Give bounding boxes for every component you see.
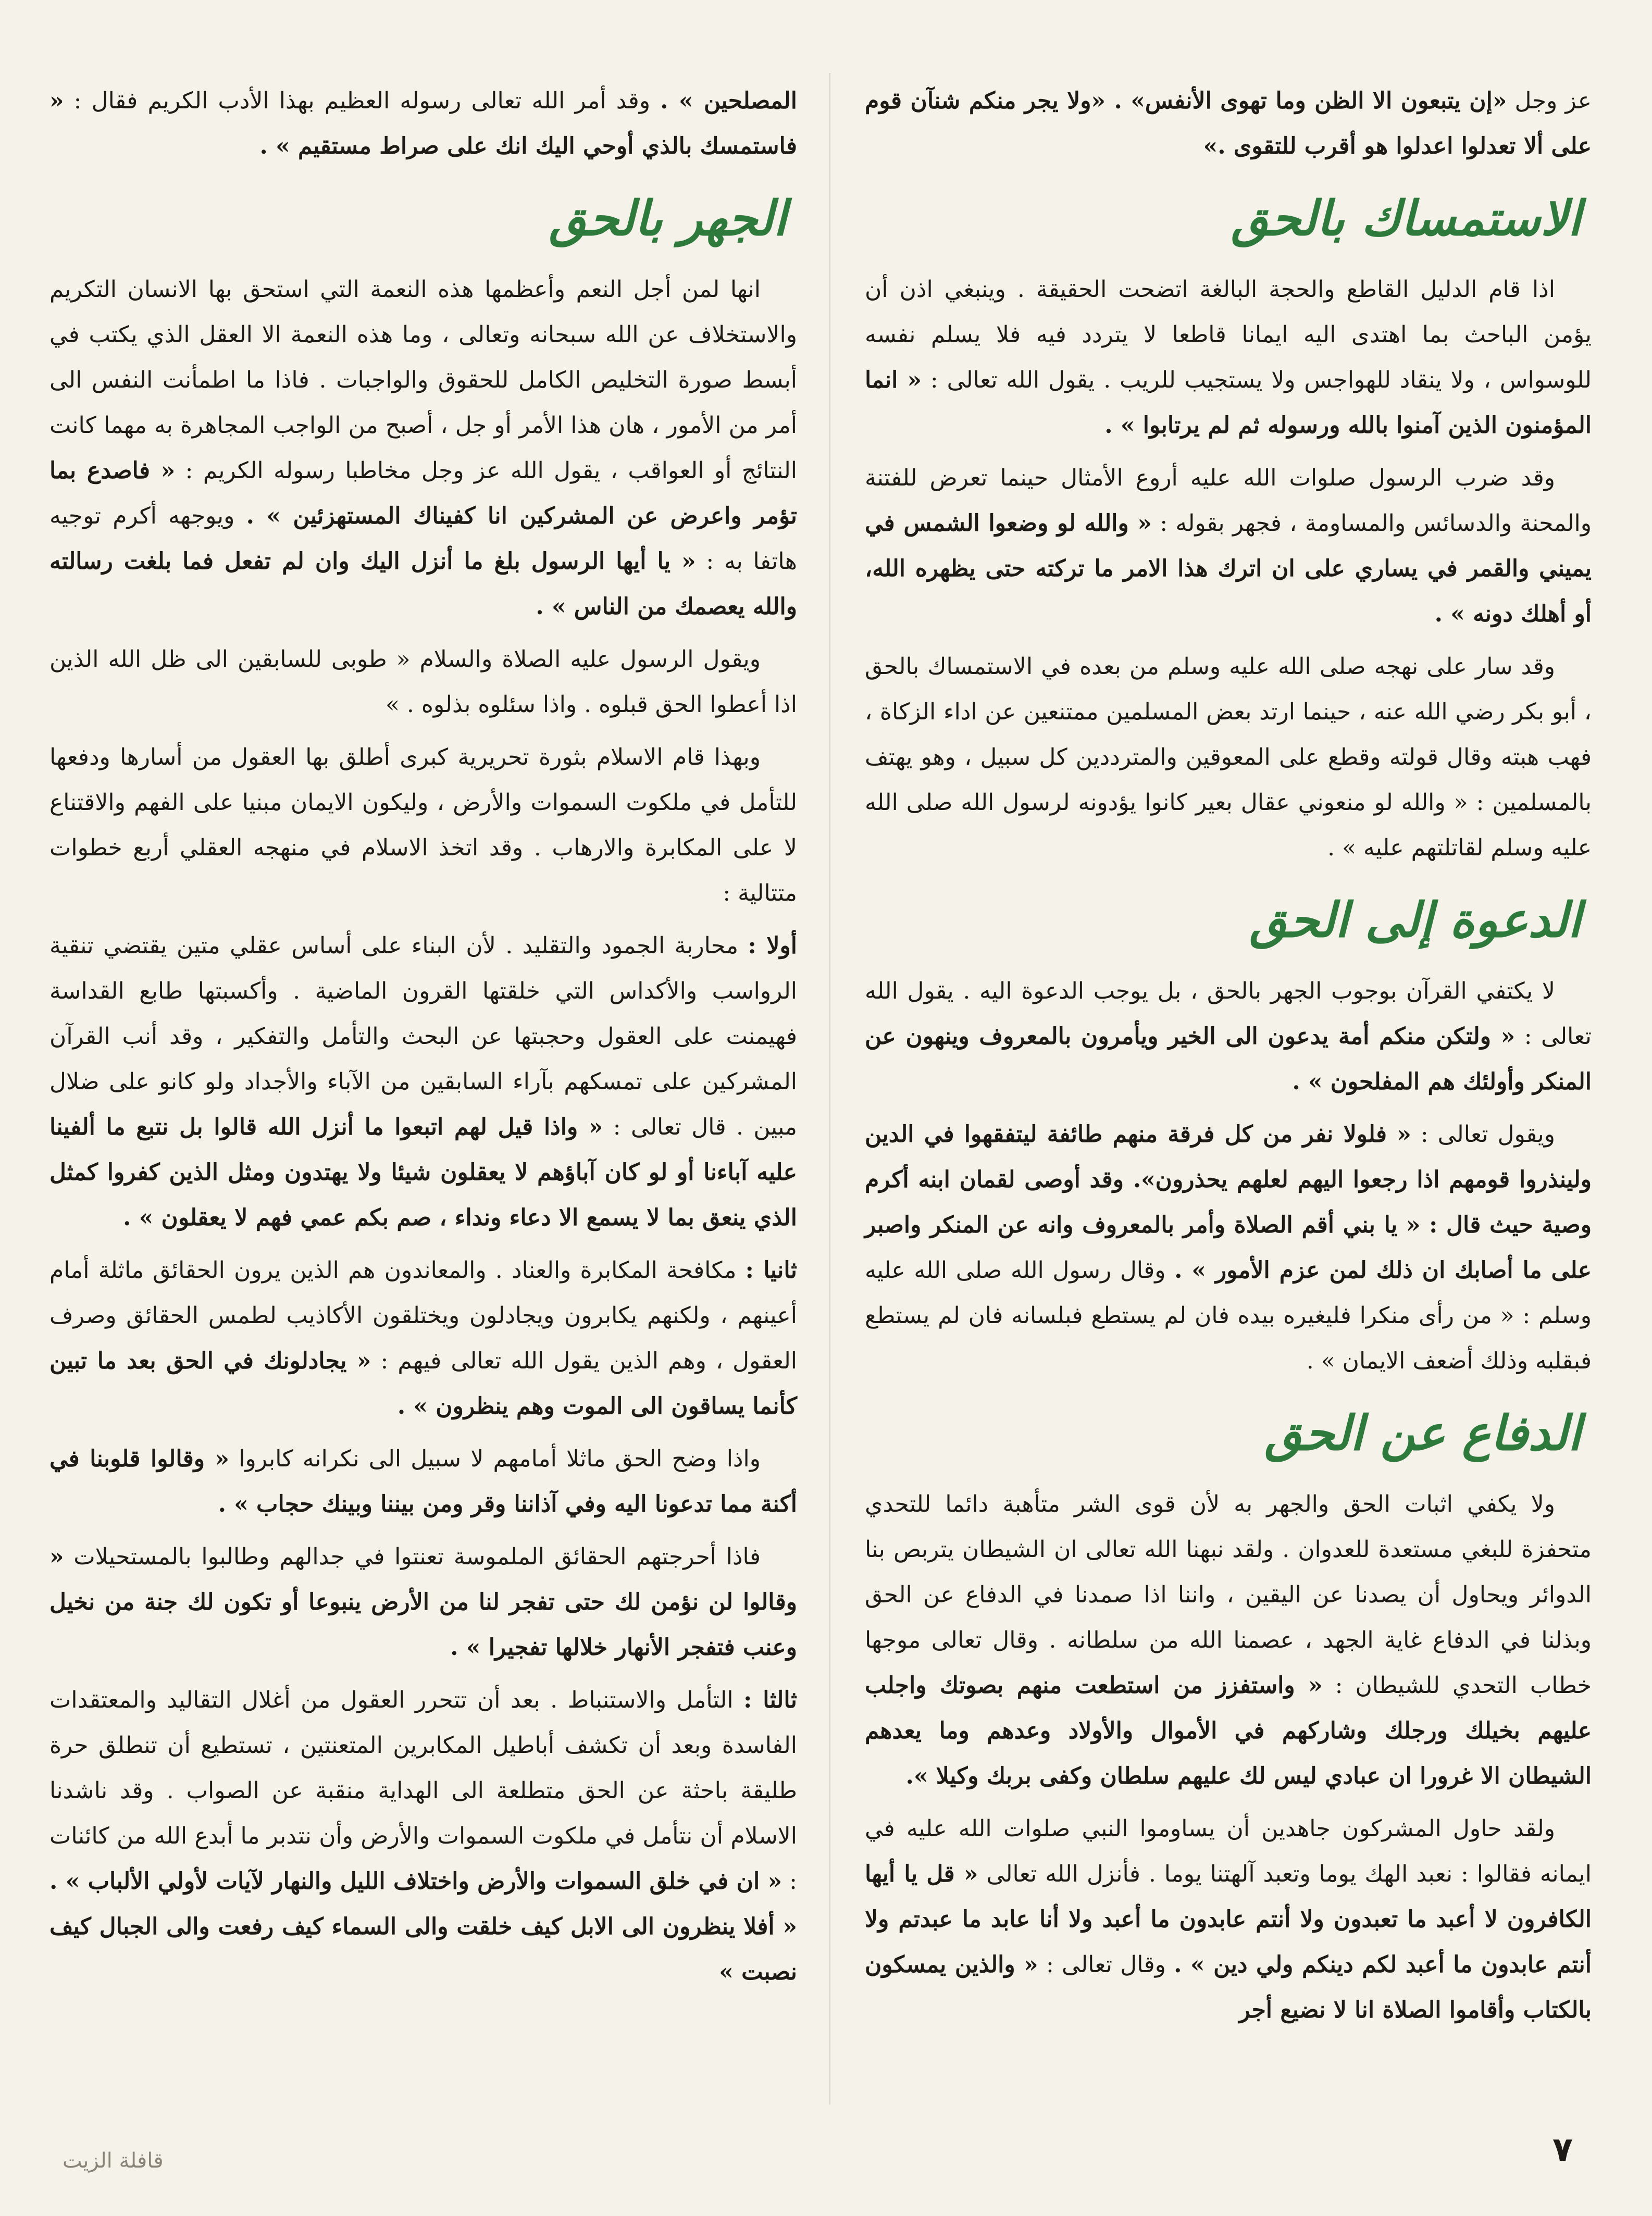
column-divider: [829, 73, 830, 2105]
paragraph-text: وقد سار على نهجه صلى الله عليه وسلم من بعده في الاستمساك بالحق ، أبو بكر رضي الله عنه ، حينما ارتد بعض المسلمين ممتنعين عن اداء الزكاة ، فهب هبته وقال قولته وقطع على المعوقين والمترددين كل سبيل ، وهو يهتف بالمسلمين : « والله لو منعوني عقال بعير كانوا يؤدونه لرسول الله صلى الله عليه وسلم لقاتلتهم عليه » .: [865, 653, 1592, 861]
quran-quote: « يا أيها الرسول بلغ ما أنزل اليك وان لم تفعل فما بلغت رسالته والله يعصمك من الناس » .: [49, 548, 797, 620]
step-two: [49, 1248, 797, 1429]
quran-quote: « انما المؤمنون الذين آمنوا بالله ورسوله ثم لم يرتابوا » .: [865, 367, 1592, 439]
paragraph: [865, 968, 1592, 1104]
paragraph: [865, 644, 1592, 870]
paragraph-text: ولا يكفي اثبات الحق والجهر به لأن قوى الشر متأهبة دائما للتحدي متحفزة للبغي مستعدة للعدوان . ولقد نبهنا الله تعالى ان الشيطان يتربص بنا الدوائر ويحاول أن يصدنا عن اليقين ، واننا اذا صمدنا في الدفاع عن الحق وبذلنا في الدفاع غاية الجهد ، عصمنا الله من سلطانه . وقال تعالى موجها خطاب التحدي للشيطان :: [865, 1491, 1592, 1699]
quran-quote: « ولتكن منكم أمة يدعون الى الخير ويأمرون بالمعروف وينهون عن المنكر وأولئك هم المفلحون » .: [865, 1023, 1592, 1095]
paragraph-text: محاربة الجمود والتقليد . لأن البناء على أساس عقلي متين يقتضي تنقية الرواسب والأكداس التي خلقتها القرون الماضية . وأكسبتها طابع القداسة فهيمنت على العقول وحجبتها عن البحث والتأمل والتفكير ، وقد أنب القرآن المشركين على تمسكهم بآراء السابقين من الآباء والأجداد ولو كانو على ضلال مبين . قال تعالى :: [49, 932, 797, 1140]
paragraph: [49, 1534, 797, 1670]
paragraph-text: وقد أمر الله تعالى رسوله العظيم بهذا الأدب الكريم فقال :: [73, 88, 651, 114]
step-one: [49, 923, 797, 1240]
intro-quote: «إن يتبعون الا الظن وما تهوى الأنفس» . «ولا يجر منكم شنآن قوم على ألا تعدلوا اعدلوا هو أقرب للتقوى .»: [865, 88, 1592, 159]
paragraph-text: لا يكتفي القرآن بوجوب الجهر بالحق ، بل يوجب الدعوة اليه . يقول الله تعالى :: [865, 978, 1592, 1050]
heading-calling-to-truth: الدعوة إلى الحق: [1249, 892, 1581, 948]
left-column: [49, 78, 797, 2002]
paragraph-text: ويقول تعالى :: [1420, 1121, 1555, 1148]
paragraph-text: التأمل والاستنباط . بعد أن تتحرر العقول من أغلال التقاليد والمعتقدات الفاسدة وبعد أن تكشف أباطيل المكابرين المتعنتين ، تستطيع أن تنطلق حرة طليقة باحثة عن الحق متطلعة الى الهداية منقبة عن الصواب . وقد ناشدنا الاسلام أن نتأمل في ملكوت السموات والأرض وأن نتدبر ما أبدع الله من كائنات :: [49, 1687, 797, 1895]
quran-quote: « فاصدع بما تؤمر واعرض عن المشركين انا كفيناك المستهزئين » .: [49, 457, 797, 529]
right-column: [865, 78, 1592, 2040]
paragraph: [49, 637, 797, 727]
paragraph: [865, 1112, 1592, 1384]
paragraph: [865, 1482, 1592, 1799]
paragraph-text: وقال تعالى :: [1046, 1951, 1166, 1978]
quran-quote: « وقالوا قلوبنا في أكنة مما تدعونا اليه وفي آذاننا وقر ومن بيننا وبينك حجاب » .: [49, 1446, 797, 1517]
paragraph-text: وقد ضرب الرسول صلوات الله عليه أروع الأمثال حينما تعرض للفتنة والمحنة والدسائس والمساومة ، فجهر بقوله :: [865, 465, 1592, 537]
left-intro: [49, 78, 797, 169]
paragraph-text: وبهذا قام الاسلام بثورة تحريرية كبرى أطلق بها العقول من أسارها ودفعها للتأمل في ملكوت السموات والأرض ، وليكون الايمان مبنيا على الفهم والاقتناع لا على المكابرة والارهاب . وقد اتخذ الاسلام في منهجه العقلي أربع خطوات متتالية :: [49, 744, 797, 906]
paragraph: [49, 734, 797, 916]
intro-prefix: عز وجل: [1514, 88, 1592, 114]
heading-defending-truth: الدفاع عن الحق: [1264, 1405, 1581, 1461]
magazine-name: قافلة الزيت: [63, 2149, 164, 2173]
paragraph-text: ويوجهه أكرم توجيه هاتفا به :: [49, 503, 798, 575]
paragraph: [49, 1436, 797, 1527]
step-label: ثالثا :: [743, 1687, 797, 1713]
step-label: ثانيا :: [745, 1257, 797, 1284]
paragraph-text: اذا قام الدليل القاطع والحجة البالغة اتضحت الحقيقة . وينبغي اذن أن يؤمن الباحث بما اهتدى اليه ايمانا قاطعا لا يتردد فيه فلا يسلم نفسه للوسواس ، ولا ينقاد للهواجس ولا يستجيب للريب . يقول الله تعالى :: [865, 276, 1592, 393]
paragraph: [49, 267, 797, 629]
quran-quote: « واذا قيل لهم اتبعوا ما أنزل الله قالوا بل نتبع ما ألفينا عليه آباءنا أو لو كان آباؤهم لا يعقلون شيئا ولا يهتدون ومثل الذين كفروا كمثل الذي ينعق بما لا يسمع الا دعاء ونداء ، صم بكم عمي فهم لا يعقلون » .: [49, 1114, 797, 1231]
quran-quote: « والذين يمسكون بالكتاب وأقاموا الصلاة انا لا نضيع أجر: [865, 1951, 1592, 2023]
heading-holding-to-truth: الاستمساك بالحق: [1231, 190, 1581, 246]
hadith-quote: « والله لو وضعوا الشمس في يميني والقمر في يساري على ان اترك هذا الامر ما تركته حتى يظهره الله، أو أهلك دونه » .: [865, 510, 1592, 627]
right-intro: [865, 78, 1592, 169]
page-number: ٧: [1552, 2131, 1573, 2169]
paragraph-text: انها لمن أجل النعم وأعظمها هذه النعمة التي استحق بها الانسان التكريم والاستخلاف عن الله سبحانه وتعالى ، وما هذه النعمة الا العقل الذي يكتب في أبسط صورة التخليص الكامل للحقوق والواجبات . فاذا ما اطمأنت النفس الى أمر من الأمور ، هان هذا الأمر أو جل ، أصبح من الواجب المجاهرة به مهما كانت النتائج أو العواقب ، يقول الله عز وجل مخاطبا رسوله الكريم :: [49, 276, 797, 484]
paragraph-text: ولقد حاول المشركون جاهدين أن يساوموا النبي صلوات الله عليه في ايمانه فقالوا : نعبد الهك يوما وتعبد آلهتنا يوما . فأنزل الله تعالى: [865, 1815, 1592, 1887]
quran-quote: المصلحين » .: [660, 88, 797, 114]
heading-proclaiming-truth: الجهر بالحق: [549, 190, 787, 246]
paragraph-text: مكافحة المكابرة والعناد . والمعاندون هم الذين يرون الحقائق ماثلة أمام أعينهم ، ولكنهم يكابرون ويجادلون ويختلقون الأكاذيب لطمس الحقائق وصرف العقول ، وهم الذين يقول الله تعالى فيهم :: [49, 1257, 797, 1374]
paragraph-text: ويقول الرسول عليه الصلاة والسلام « طوبى للسابقين الى ظل الله الذين اذا أعطوا الحق قبلوه . واذا سئلوه بذلوه . »: [49, 646, 797, 718]
step-three: [49, 1677, 797, 1995]
quran-quote: « فلولا نفر من كل فرقة منهم طائفة ليتفقهوا في الدين ولينذروا قومهم اذا رجعوا اليهم لعلهم يحذرون». وقد أوصى لقمان ابنه أكرم وصية حيث قال : « يا بني أقم الصلاة وأمر بالمعروف وانه عن المنكر واصبر على ما أصابك ان ذلك لمن عزم الأمور » .: [865, 1121, 1592, 1284]
quran-quote: « ان في خلق السموات والأرض واختلاف الليل والنهار لآيات لأولي الألباب » . « أفلا ينظرون الى الابل كيف خلقت والى السماء كيف رفعت والى الجبال كيف نصبت »: [49, 1868, 797, 1985]
quran-quote: « قل يا أيها الكافرون لا أعبد ما تعبدون ولا أنتم عابدون ما أعبد ولا أنا عابد ما عبدتم ولا أنتم عابدون ما أعبد لكم دينكم ولي دين » .: [865, 1861, 1592, 1978]
paragraph: [865, 455, 1592, 637]
quran-quote: « فاستمسك بالذي أوحي اليك انك على صراط مستقيم » .: [49, 88, 797, 159]
paragraph-text: فاذا أحرجتهم الحقائق الملموسة تعنتوا في جدالهم وطالبوا بالمستحيلات: [73, 1543, 761, 1570]
paragraph: [865, 1806, 1592, 2033]
quran-quote: « وقالوا لن نؤمن لك حتى تفجر لنا من الأرض ينبوعا أو تكون لك جنة من نخيل وعنب فتفجر الأنهار خلالها تفجيرا » .: [49, 1543, 797, 1661]
step-label: أولا :: [748, 932, 797, 959]
quran-quote: « واستفزز من استطعت منهم بصوتك واجلب عليهم بخيلك ورجلك وشاركهم في الأموال والأولاد وعدهم وما يعدهم الشيطان الا غرورا ان عبادي ليس لك عليهم سلطان وكفى بربك وكيلا ».: [865, 1672, 1592, 1789]
quran-quote: « يجادلونك في الحق بعد ما تبين كأنما يساقون الى الموت وهم ينظرون » .: [49, 1348, 797, 1420]
paragraph: [865, 267, 1592, 448]
paragraph-text: وقال رسول الله صلى الله عليه وسلم : « من رأى منكرا فليغيره بيده فان لم يستطع فبلسانه فان لم يستطع فبقلبه وذلك أضعف الايمان » .: [865, 1257, 1592, 1374]
paragraph-text: واذا وضح الحق ماثلا أمامهم لا سبيل الى نكرانه كابروا: [239, 1446, 761, 1472]
